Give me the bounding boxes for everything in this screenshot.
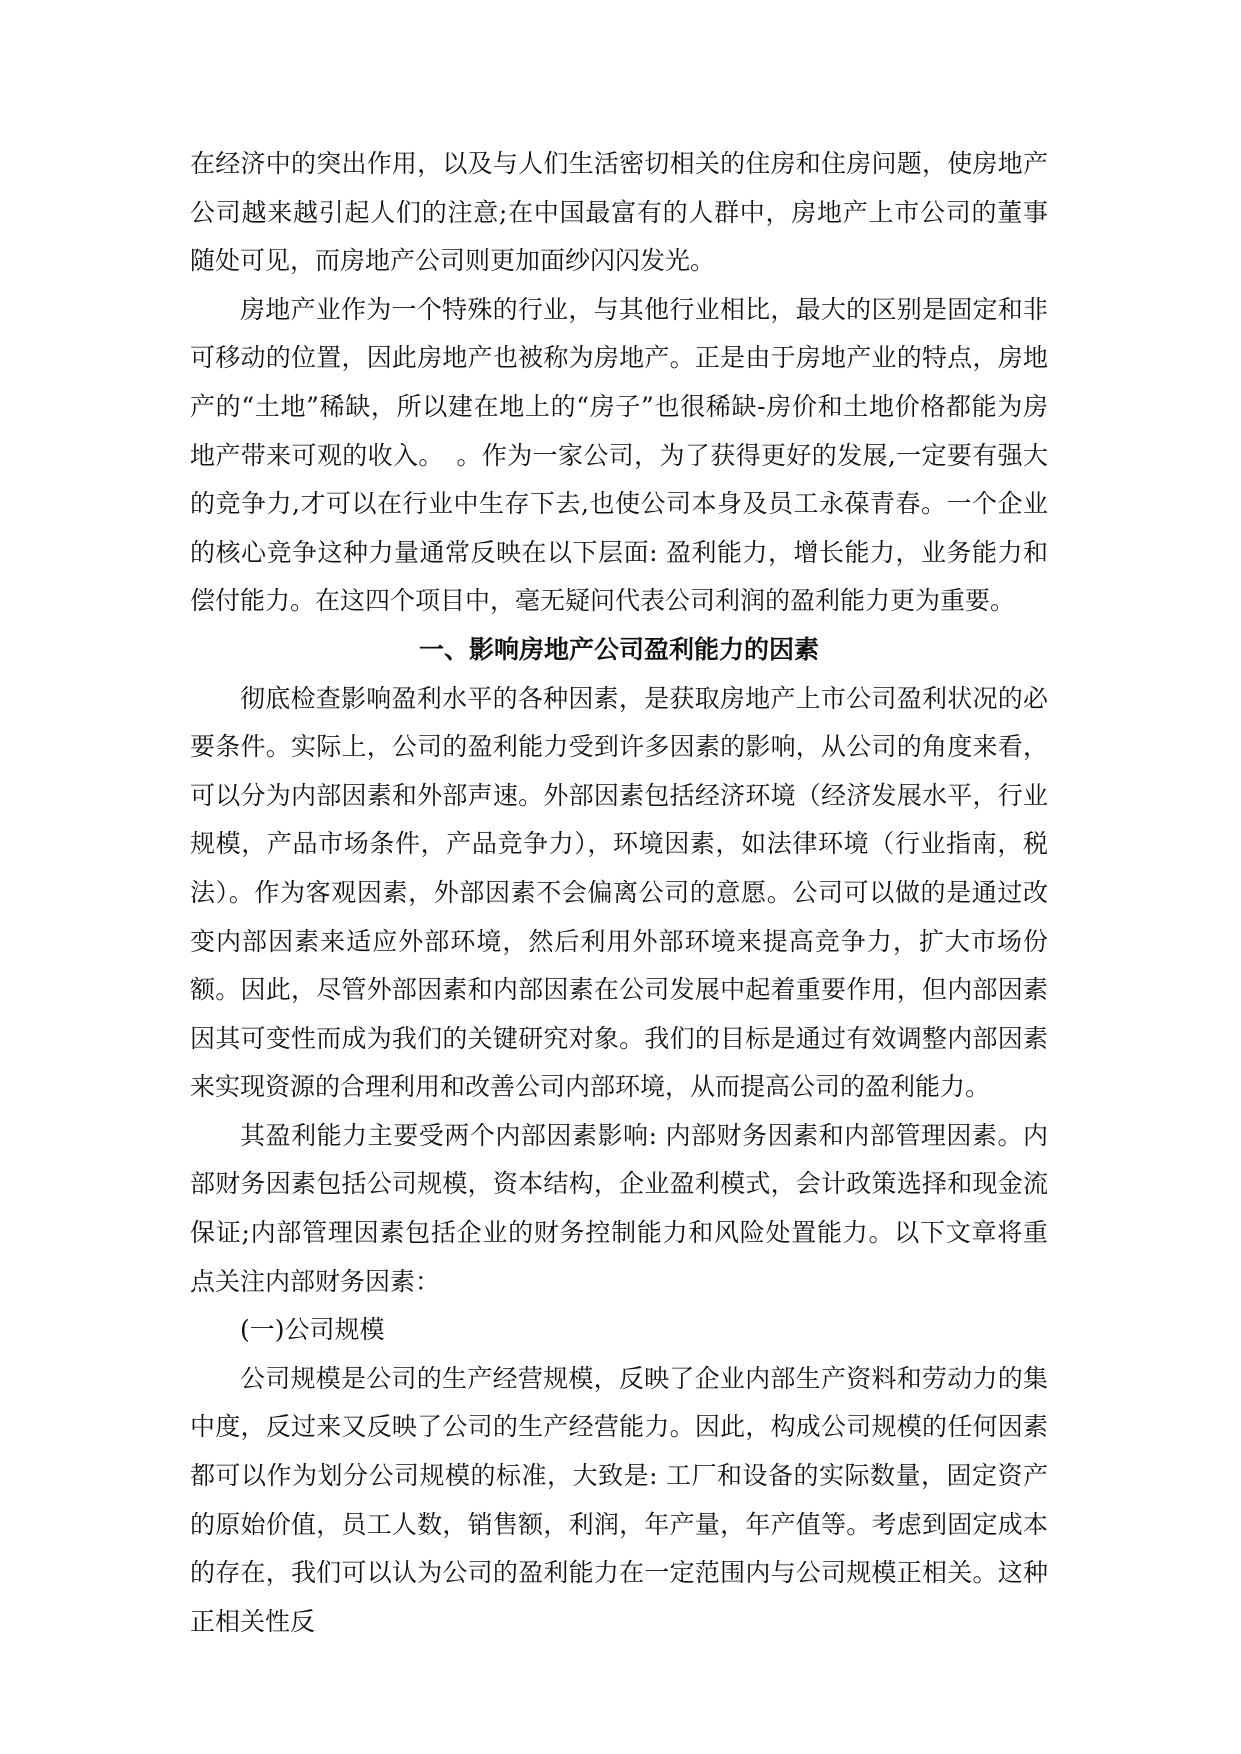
paragraph-company-scale: 公司规模是公司的生产经营规模，反映了企业内部生产资料和劳动力的集中度，反过来又反映了公司的生产经营能力。因此，构成公司规模的任何因素都可以作为划分公司规模的标准，大致是: 工厂和设备的实际数量，固定资产的原始价值，员工人数，销售额，利润，年产量，年产值等。考虑到固定成本的存在，我们可以认为公司的盈利能力在一定范围内与公司规模正相关。这种正相关性反 xyxy=(190,1363,1048,1636)
subsection-heading: (一)公司规模 xyxy=(240,1315,385,1345)
document-body xyxy=(190,140,1048,1646)
paragraph-internal-factors: 其盈利能力主要受两个内部因素影响: 内部财务因素和内部管理因素。内部财务因素包括公司规模，资本结构，企业盈利模式，会计政策选择和现金流保证;内部管理因素包括企业的财务控制能力和风险处置能力。以下文章将重点关注内部财务因素： xyxy=(190,1120,1048,1296)
paragraph-industry-characteristics: 房地产业作为一个特殊的行业，与其他行业相比，最大的区别是固定和非可移动的位置，因此房地产也被称为房地产。正是由于房地产业的特点，房地产的“土地”稀缺，所以建在地上的“房子”也很稀缺-房价和土地价格都能为房地产带来可观的收入。 。作为一家公司，为了获得更好的发展,一定要有强大的竞争力,才可以在行业中生存下去,也使公司本身及员工永葆青春。一个企业的核心竞争这种力量通常反映在以下层面: 盈利能力，增长能力，业务能力和偿付能力。在这四个项目中，毫无疑问代表公司利润的盈利能力更为重要。 xyxy=(190,294,1048,616)
section-heading: 一、影响房地产公司盈利能力的因素 xyxy=(418,634,819,664)
paragraph-influencing-factors: 彻底检查影响盈利水平的各种因素，是获取房地产上市公司盈利状况的必要条件。实际上，公司的盈利能力受到许多因素的影响，从公司的角度来看，可以分为内部因素和外部声速。外部因素包括经济环境（经济发展水平，行业规模，产品市场条件，产品竞争力），环境因素，如法律环境（行业指南，税法）。作为客观因素，外部因素不会偏离公司的意愿。公司可以做的是通过改变内部因素来适应外部环境，然后利用外部环境来提高竞争力，扩大市场份额。因此，尽管外部因素和内部因素在公司发展中起着重要作用，但内部因素因其可变性而成为我们的关键研究对象。我们的目标是通过有效调整内部因素来实现资源的合理利用和改善公司内部环境，从而提高公司的盈利能力。 xyxy=(190,683,1048,1102)
paragraph-continued: 在经济中的突出作用，以及与人们生活密切相关的住房和住房问题，使房地产公司越来越引起人们的注意;在中国最富有的人群中，房地产上市公司的董事随处可见，而房地产公司则更加面纱闪闪发光。 xyxy=(190,149,1048,276)
